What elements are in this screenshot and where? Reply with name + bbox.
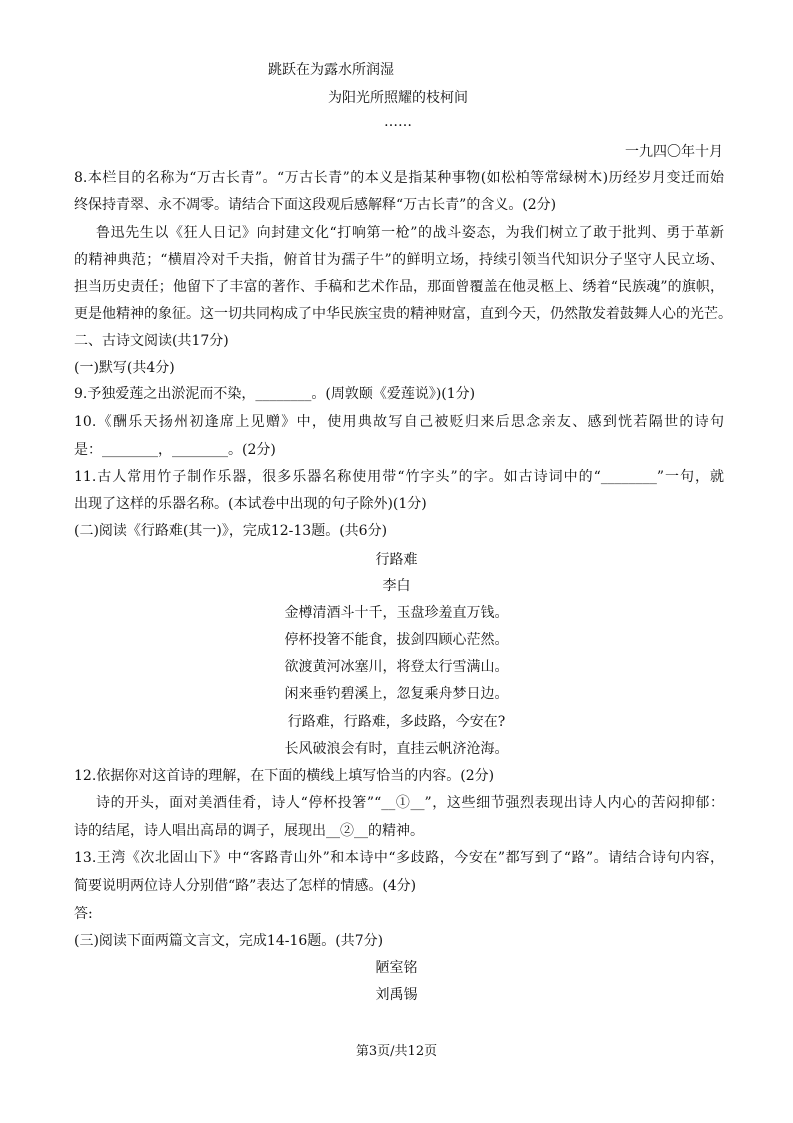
q10-line-1: 10.《酬乐天扬州初逢席上见赠》中，使用典故写自己被贬归来后思念亲友、感到恍若隔世的诗句 xyxy=(74,414,724,430)
q10-line-2: 是：________，________。(2分) xyxy=(74,442,276,458)
q8-passage-line-2: 的精神典范；“横眉冷对千夫指，俯首甘为孺子牛”的鲜明立场，持续引领当代知识分子坚守人民立场、 xyxy=(74,252,724,268)
q13-line-1: 13.王湾《次北固山下》中“客路青山外”和本诗中“多歧路，今安在”都写到了“路”。请结合诗句内容， xyxy=(74,850,724,866)
section-3-sub: (三)阅读下面两篇文言文，完成14-16题。(共7分) xyxy=(74,933,384,949)
section-2-sub-2: (二)阅读《行路难(其一)》，完成12-13题。(共6分) xyxy=(74,523,388,539)
q12-line-1: 12.依据你对这首诗的理解，在下面的横线上填写恰当的内容。(2分) xyxy=(74,768,495,784)
q8-line-1: 8.本栏目的名称为“万古长青”。“万古长青”的本义是指某种事物(如松柏等常绿树木)历经岁月变迁而始 xyxy=(74,170,724,186)
poem-title: 行路难 xyxy=(375,552,418,568)
q9-line: 9.予独爱莲之出淤泥而不染，________。(周敦颐《爱莲说》)(1分) xyxy=(74,386,476,402)
q12-line-3: 诗的结尾，诗人唱出高昂的调子，展现出__②__的精神。 xyxy=(74,823,424,839)
section-2-sub-1: (一)默写(共4分) xyxy=(74,360,175,376)
poem-author: 李白 xyxy=(382,578,411,594)
q8-passage-line-3: 担当历史责任；他留下了丰富的著作、手稿和艺术作品，那面曾覆盖在他灵柩上、绣着“民族魂”的旗帜， xyxy=(74,279,724,295)
poem-line-3: 欲渡黄河冰塞川，将登太行雪满山。 xyxy=(284,659,509,675)
poem-tail-line-2: 为阳光所照耀的枝柯间 xyxy=(328,90,468,106)
poem-line-5: 行路难，行路难，多歧路，今安在? xyxy=(287,714,506,730)
poem-line-4: 闲来垂钓碧溪上，忽复乘舟梦日边。 xyxy=(284,686,509,702)
q11-line-1: 11.古人常用竹子制作乐器，很多乐器名称使用带“竹字头”的字。如古诗词中的“________”一句，就 xyxy=(74,469,724,485)
poem-tail-ellipsis: …… xyxy=(384,114,412,130)
q8-line-2: 终保持青翠、永不凋零。请结合下面这段观后感解释“万古长青”的含义。(2分) xyxy=(74,197,557,213)
q8-passage-line-4: 更是他精神的象征。这一切共同构成了中华民族宝贵的精神财富，直到今天，仍然散发着鼓舞人心的光芒。 xyxy=(74,306,732,322)
poem-line-2: 停杯投箸不能食，拔剑四顾心茫然。 xyxy=(284,632,509,648)
q8-passage-line-1: 鲁迅先生以《狂人日记》向封建文化“打响第一枪”的战斗姿态，为我们树立了敢于批判、勇于革新 xyxy=(96,225,724,241)
q12-line-2: 诗的开头，面对美酒佳肴，诗人“停杯投箸”“__①__”，这些细节强烈表现出诗人内心的苦闷抑郁： xyxy=(96,795,724,811)
poem-tail-line-1: 跳跃在为露水所润湿 xyxy=(268,62,394,78)
page-footer: 第3页/共12页 xyxy=(355,1044,438,1059)
text-author: 刘禹锡 xyxy=(375,987,418,1003)
poem-line-6: 长风破浪会有时，直挂云帆济沧海。 xyxy=(284,741,509,757)
text-title: 陋室铭 xyxy=(375,960,418,976)
section-2-heading: 二、古诗文阅读(共17分) xyxy=(74,333,229,349)
poem-line-1: 金樽清酒斗十千，玉盘珍羞直万钱。 xyxy=(284,605,509,621)
q11-line-2: 出现了这样的乐器名称。(本试卷中出现的句子除外)(1分) xyxy=(74,496,427,512)
poem-date: 一九四〇年十月 xyxy=(625,144,723,160)
q13-line-2: 简要说明两位诗人分别借“路”表达了怎样的情感。(4分) xyxy=(74,878,417,894)
q13-answer-label: 答: xyxy=(74,906,93,922)
